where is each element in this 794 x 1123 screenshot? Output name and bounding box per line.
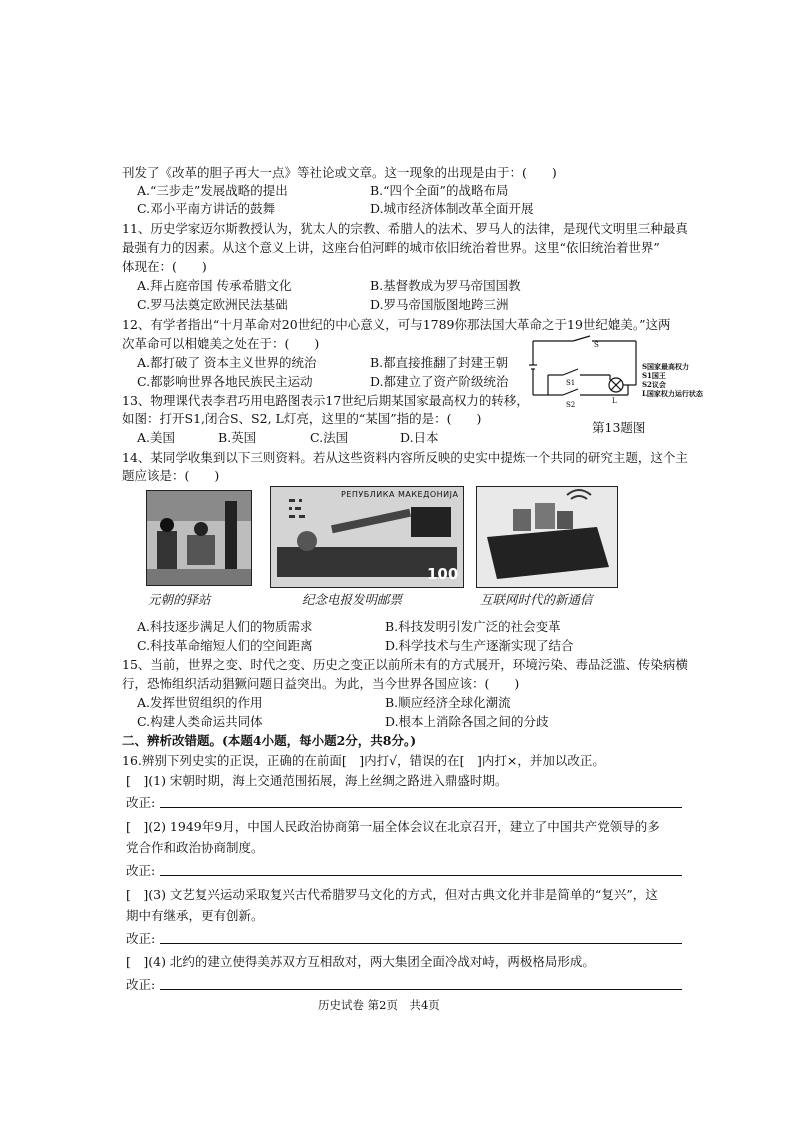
page-footer: 历史试卷 第2页 共4页 bbox=[318, 998, 440, 1012]
fix-answer-line-3[interactable] bbox=[160, 943, 682, 944]
section-2-instructions: 16.辨别下列史实的正误，正确的在前面[ ]内打√，错误的在[ ]内打×，并加以改正。 bbox=[122, 753, 605, 768]
q12-text-1: 12、有学者指出“十月革命对20世纪的中心意义，可与1789你那法国大革命之于19世纪媲美。”这两 bbox=[122, 317, 671, 332]
q15-text-2: 行，恐怖组织活动猖獗问题日益突出。为此，当今世界各国应该：( ) bbox=[122, 676, 520, 691]
caption-yuan-post-station: 元朝的驿站 bbox=[148, 592, 211, 607]
q15-option-b: B.顺应经济全球化潮流 bbox=[385, 695, 511, 710]
q14-text-1: 14、某同学收集到以下三则资料。若从这些资料内容所反映的史实中提炼一个共同的研究主题，这个主 bbox=[122, 450, 688, 465]
fix-item-2: [ ](2) 1949年9月，中国人民政治协商第一届全体会议在北京召开，建立了中国共产党领导的多 bbox=[126, 819, 660, 834]
caption-telegraph-stamp: 纪念电报发明邮票 bbox=[302, 592, 403, 607]
fix-answer-line-1[interactable] bbox=[160, 807, 682, 808]
q13-option-d: D.日本 bbox=[400, 430, 439, 445]
legend-s: S国家最高权力 bbox=[642, 362, 690, 371]
fix-label-3: 改正: bbox=[126, 931, 156, 946]
caption-internet-communication: 互联网时代的新通信 bbox=[480, 592, 593, 607]
fix-item-3-cont: 期中有继承，更有创新。 bbox=[126, 908, 264, 923]
q10-option-d: D.城市经济体制改革全面开展 bbox=[370, 201, 534, 216]
q14-option-c: C.科技革命缩短人们的空间距离 bbox=[137, 638, 313, 653]
stamp-header: РЕПУБЛИКА МАКЕДОНИЈА bbox=[341, 490, 459, 499]
q12-option-d: D.都建立了资产阶级统治 bbox=[370, 374, 509, 389]
q14-option-d: D.科学技术与生产逐渐实现了结合 bbox=[385, 638, 574, 653]
legend-s1: S1国王 bbox=[642, 371, 666, 380]
q10-text: 刊发了《改革的胆子再大一点》等社论或文章。这一现象的出现是由于：( ) bbox=[122, 165, 557, 180]
q14-option-b: B.科技发明引发广泛的社会变革 bbox=[385, 619, 561, 634]
yuan-post-station-image bbox=[146, 490, 252, 586]
q13-text-2: 如图：打开S1,闭合S、S2, L灯亮，这里的“某国”指的是：( ) bbox=[122, 411, 482, 426]
q12-option-b: B.都直接推翻了封建王朝 bbox=[370, 355, 509, 370]
q11-text-2: 最强有力的因素。从这个意义上讲，这座台伯河畔的城市依旧统治着世界。这里“依旧统治着世界” bbox=[122, 240, 660, 255]
q11-option-b: B.基督教成为罗马帝国国教 bbox=[370, 278, 521, 293]
switch-s2-label: S2 bbox=[566, 401, 576, 409]
legend-l: L国家权力运行状态 bbox=[642, 389, 703, 398]
q11-option-c: C.罗马法奠定欧洲民法基础 bbox=[137, 297, 288, 312]
fix-label-2: 改正: bbox=[126, 863, 156, 878]
q11-option-d: D.罗马帝国版图地跨三洲 bbox=[370, 297, 509, 312]
q15-option-c: C.构建人类命运共同体 bbox=[137, 714, 263, 729]
fix-label-4: 改正: bbox=[126, 977, 156, 992]
fix-item-2-cont: 党合作和政治协商制度。 bbox=[126, 840, 264, 855]
q10-option-a: A.“三步走”发展战略的提出 bbox=[137, 183, 288, 198]
switch-s1-label: S1 bbox=[566, 379, 576, 387]
q10-option-b: B.“四个全面”的战略布局 bbox=[370, 183, 509, 198]
q15-option-d: D.根本上消除各国之间的分歧 bbox=[385, 714, 549, 729]
q11-option-a: A.拜占庭帝国 传承希腊文化 bbox=[137, 278, 292, 293]
q12-option-c: C.都影响世界各地民族民主运动 bbox=[137, 374, 313, 389]
internet-communication-image bbox=[476, 486, 618, 588]
switch-s-label: S bbox=[594, 341, 599, 349]
q13-option-c: C.法国 bbox=[310, 430, 349, 445]
stamp-value: 100 bbox=[427, 565, 459, 583]
lamp-l-label: L bbox=[612, 397, 617, 405]
q13-text-1: 13、物理课代表李君巧用电路图表示17世纪后期某国家最高权力的转移， bbox=[122, 393, 529, 408]
q12-option-a: A.都打破了 资本主义世界的统治 bbox=[137, 355, 317, 370]
fix-answer-line-4[interactable] bbox=[160, 989, 682, 990]
fix-item-4: [ ](4) 北约的建立使得美苏双方互相敌对，两大集团全面冷战对峙，两极格局形成。 bbox=[126, 954, 595, 969]
q13-option-b: B.英国 bbox=[218, 430, 257, 445]
figure-13-caption: 第13题图 bbox=[592, 420, 646, 435]
fix-answer-line-2[interactable] bbox=[160, 875, 682, 876]
fix-label-1: 改正: bbox=[126, 795, 156, 810]
q12-text-2: 次革命可以相媲美之处在于：( ) bbox=[122, 336, 320, 351]
fix-item-3: [ ](3) 文艺复兴运动采取复兴古代希腊罗马文化的方式，但对古典文化并非是简单的“复兴”，这 bbox=[126, 887, 658, 902]
q15-option-a: A.发挥世贸组织的作用 bbox=[137, 695, 263, 710]
telegraph-stamp-image bbox=[270, 486, 464, 588]
q11-text-3: 体现在：( ) bbox=[122, 259, 207, 274]
section-2-title: 二、辨析改错题。(本题4小题，每小题2分，共8分。) bbox=[122, 733, 417, 748]
q11-text-1: 11、历史学家迈尔斯教授认为，犹太人的宗教、希腊人的法术、罗马人的法律，是现代文明里三种最真 bbox=[122, 221, 688, 236]
q14-text-2: 题应该是：( ) bbox=[122, 468, 220, 483]
q13-option-a: A.美国 bbox=[137, 430, 176, 445]
legend-s2: S2议会 bbox=[642, 380, 666, 389]
q15-text-1: 15、当前，世界之变、时代之变、历史之变正以前所未有的方式展开，环境污染、毒品泛滥、传染病横 bbox=[122, 657, 688, 672]
fix-item-1: [ ](1) 宋朝时期，海上交通范围拓展，海上丝绸之路进入鼎盛时期。 bbox=[126, 773, 508, 788]
q10-option-c: C.邓小平南方讲话的鼓舞 bbox=[137, 201, 276, 216]
circuit-diagram bbox=[528, 335, 638, 415]
q14-option-a: A.科技逐步满足人们的物质需求 bbox=[137, 619, 313, 634]
